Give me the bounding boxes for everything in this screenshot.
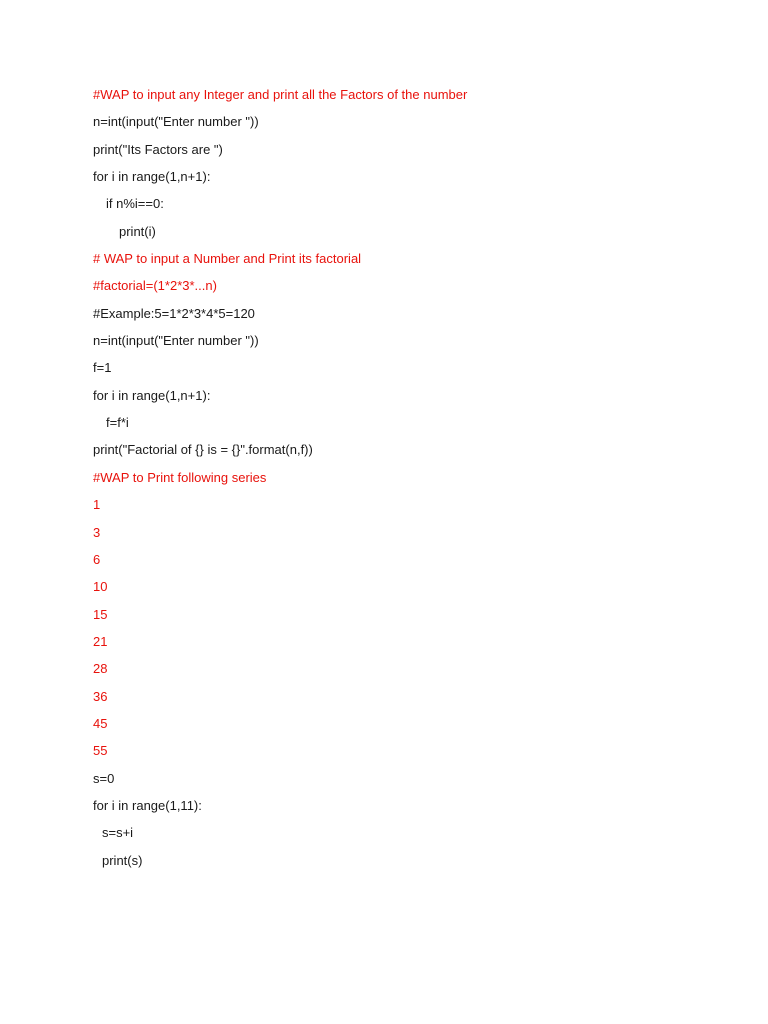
- code-line: print("Factorial of {} is = {}".format(n,f)): [93, 442, 313, 458]
- series-value: 21: [93, 633, 108, 649]
- comment-line: #WAP to input any Integer and print all the Factors of the number: [93, 87, 468, 102]
- series-value: 10: [93, 579, 108, 595]
- series-value: 36: [93, 688, 108, 704]
- code-line: n=int(input("Enter number ")): [93, 114, 259, 130]
- document-body: [93, 84, 733, 877]
- series-value: 28: [93, 661, 108, 677]
- code-line: for i in range(1,11):: [93, 797, 202, 813]
- comment-line: # WAP to input a Number and Print its factorial: [93, 251, 362, 267]
- code-line: print(s): [102, 852, 143, 868]
- code-line: s=0: [93, 770, 115, 786]
- code-line: f=f*i: [106, 415, 129, 431]
- code-line: for i in range(1,n+1):: [93, 169, 211, 185]
- code-line: for i in range(1,n+1):: [93, 387, 211, 403]
- series-value: 55: [93, 743, 108, 759]
- comment-line: #factorial=(1*2*3*...n): [93, 278, 217, 294]
- comment-line: #WAP to Print following series: [93, 469, 267, 485]
- series-value: 45: [93, 715, 108, 731]
- code-line: if n%i==0:: [106, 196, 164, 212]
- code-line: f=1: [93, 360, 112, 376]
- code-line: print("Its Factors are "): [93, 141, 223, 157]
- code-line: n=int(input("Enter number ")): [93, 333, 259, 349]
- code-line: s=s+i: [102, 825, 134, 841]
- series-value: 6: [93, 551, 101, 567]
- series-value: 3: [93, 524, 101, 540]
- code-line: print(i): [119, 223, 156, 239]
- series-value: 1: [93, 497, 101, 513]
- series-value: 15: [93, 606, 108, 622]
- code-line: #Example:5=1*2*3*4*5=120: [93, 305, 255, 321]
